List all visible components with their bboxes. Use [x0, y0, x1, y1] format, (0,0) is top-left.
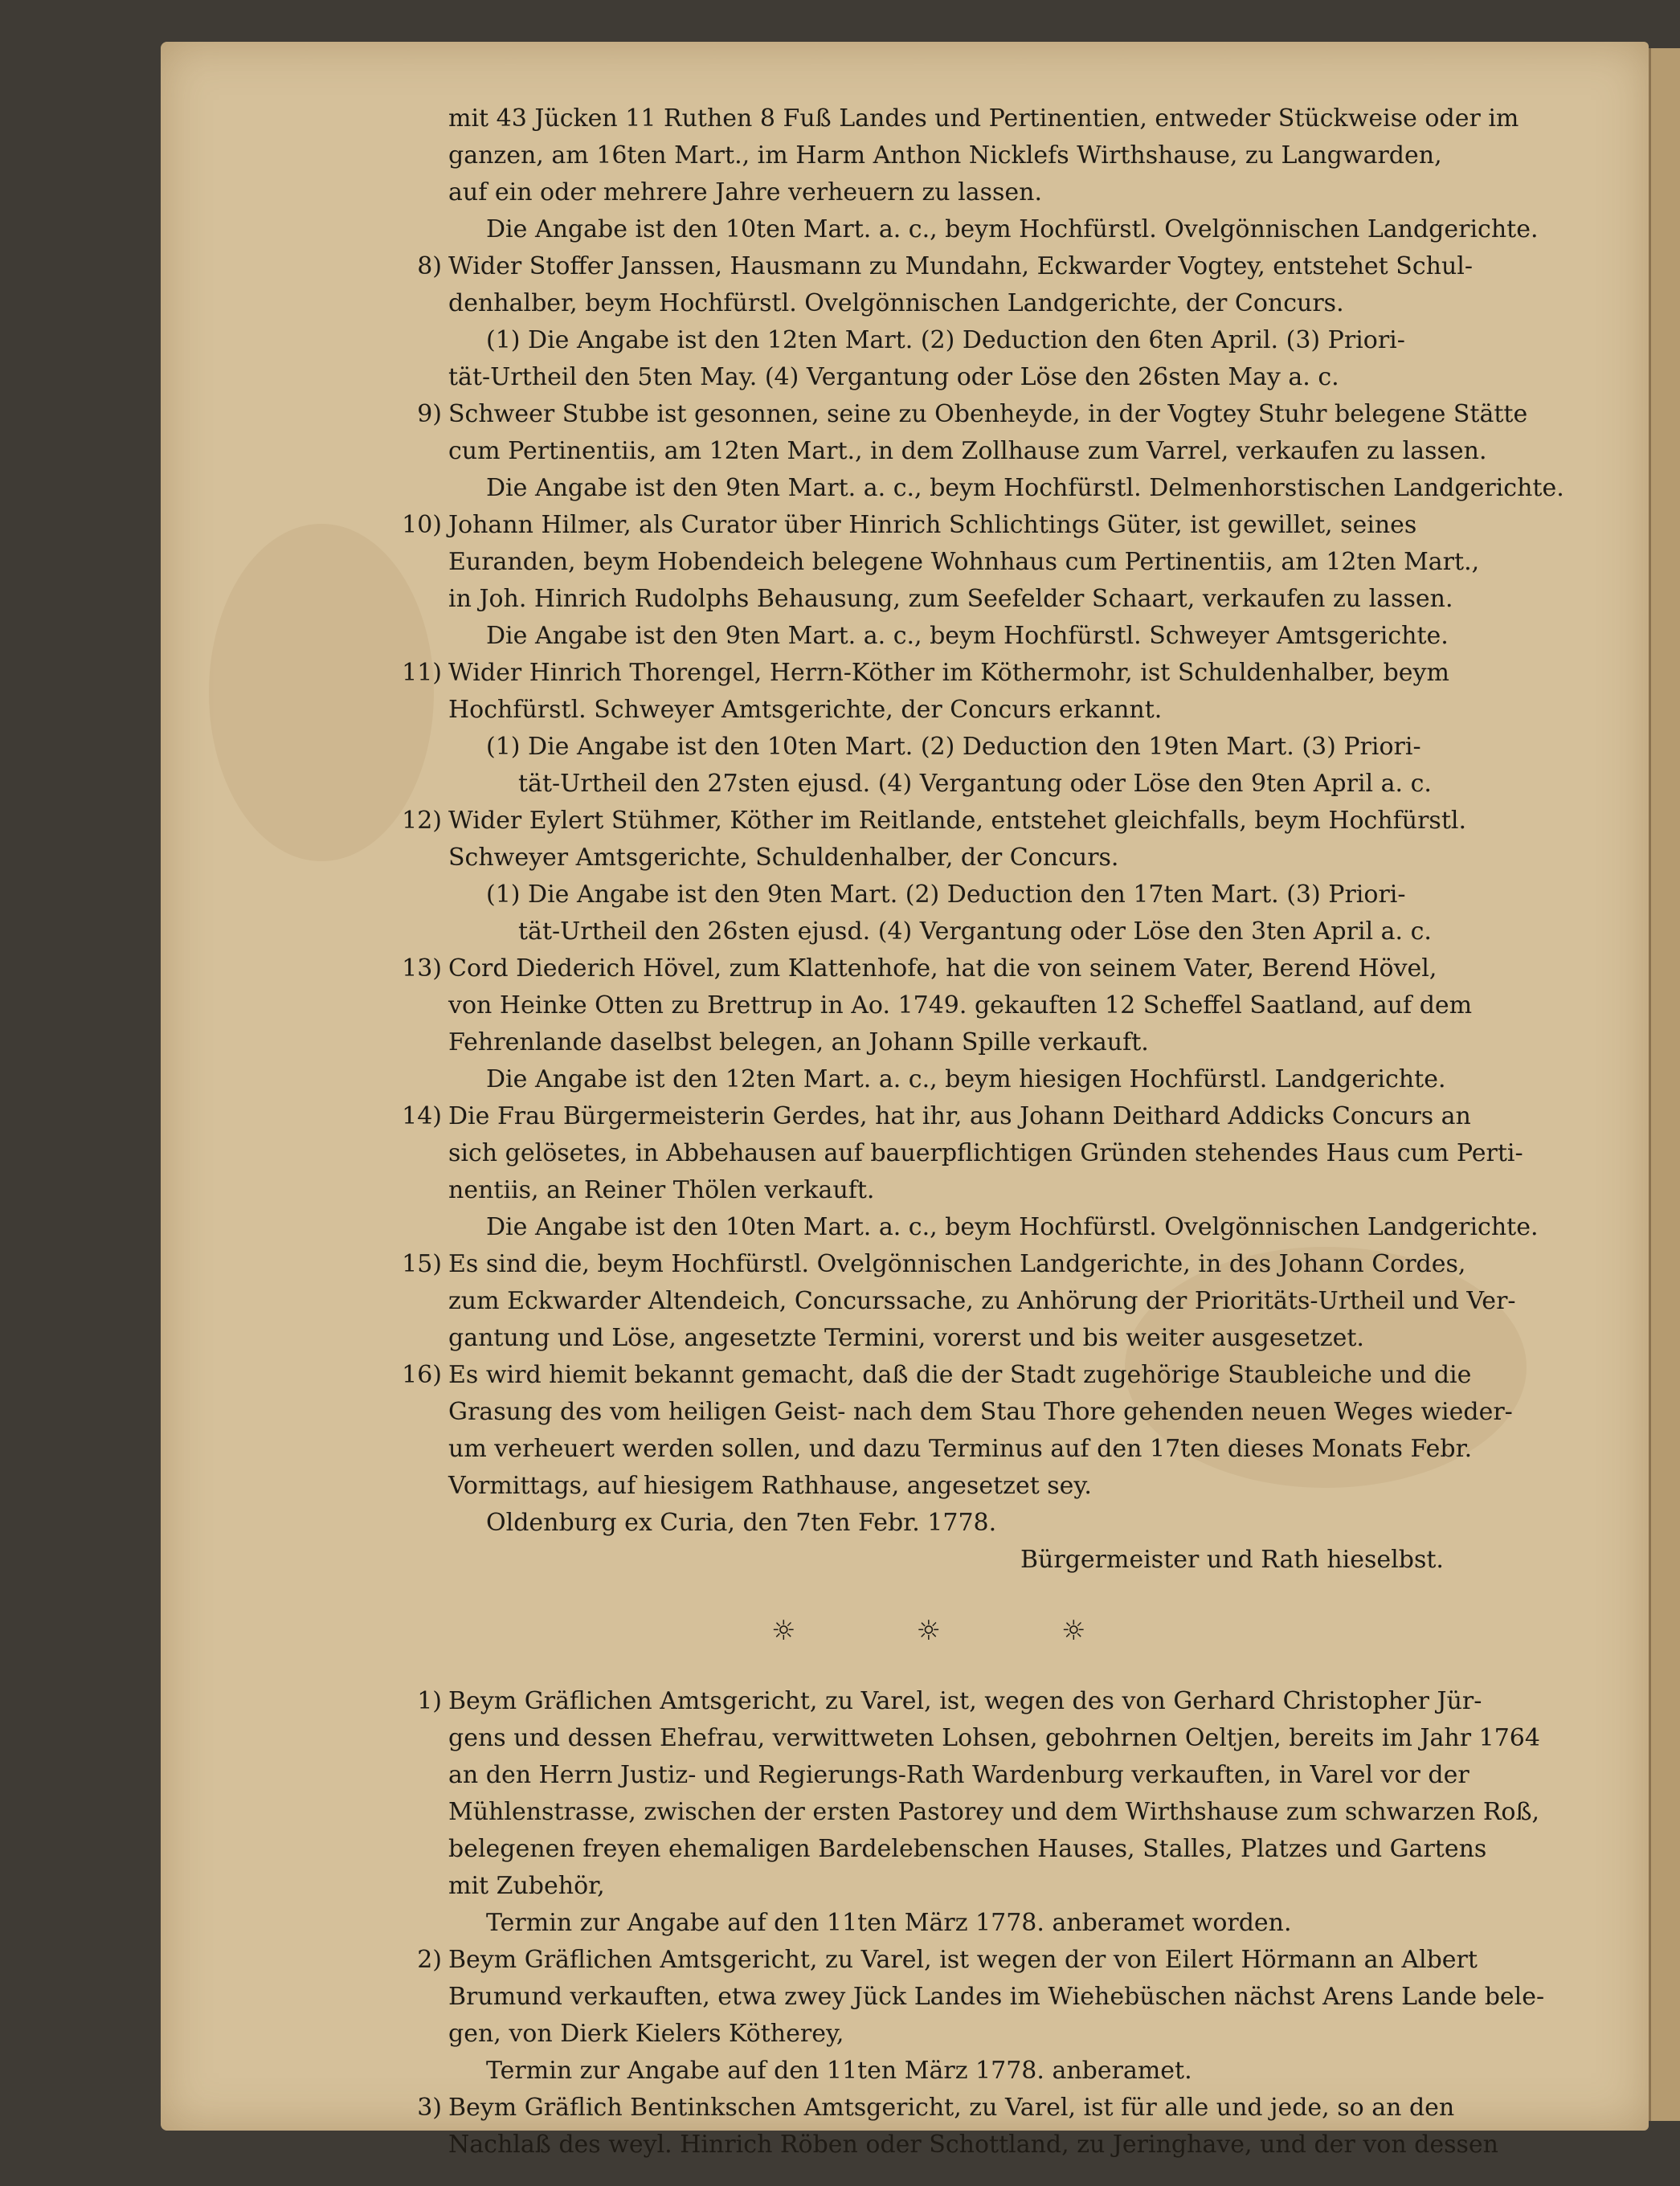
entry-number: 16) — [402, 1361, 442, 1389]
entry-number: 10) — [402, 511, 442, 539]
entry-number: 3) — [417, 2094, 442, 2122]
sun-ornament-icon: ☼ — [1061, 1615, 1086, 1647]
text-line: gens und dessen Ehefrau, verwittweten Lohsen, gebohrnen Oeltjen, bereits im Jahr 1764 — [448, 1724, 1540, 1752]
text-line: Oldenburg ex Curia, den 7ten Febr. 1778. — [486, 1509, 997, 1537]
text-line: tät-Urtheil den 27sten ejusd. (4) Vergantung oder Löse den 9ten April a. c. — [518, 770, 1432, 798]
text-line: tät-Urtheil den 26sten ejusd. (4) Vergantung oder Löse den 3ten April a. c. — [518, 917, 1432, 946]
entry-first-line — [378, 1357, 1575, 1394]
entry-text: Wider Eylert Stühmer, Köther im Reitlande, entstehet gleichfalls, beym Hochfürstl. — [448, 807, 1467, 835]
entry-first-line — [378, 396, 1575, 433]
text-line: Vormittags, auf hiesigem Rathhause, angesetzet sey. — [448, 1472, 1092, 1500]
text-line: Die Angabe ist den 10ten Mart. a. c., beym Hochfürstl. Ovelgönnischen Landgerichte. — [486, 215, 1539, 243]
text-line: nentiis, an Reiner Thölen verkauft. — [448, 1176, 875, 1204]
text-line: sich gelösetes, in Abbehausen auf bauerpflichtigen Gründen stehendes Haus cum Perti- — [448, 1139, 1523, 1167]
entry-first-line — [378, 248, 1575, 285]
entry-number: 13) — [402, 954, 442, 983]
text-line: um verheuert werden sollen, und dazu Terminus auf den 17ten dieses Monats Febr. — [448, 1435, 1473, 1463]
signature-line: Bürgermeister und Rath hieselbst. — [1020, 1546, 1444, 1574]
text-line: belegenen freyen ehemaligen Bardelebenschen Hauses, Stalles, Platzes und Gartens — [448, 1835, 1487, 1863]
text-line: ganzen, am 16ten Mart., im Harm Anthon Nicklefs Wirthshause, zu Langwarden, — [448, 141, 1442, 170]
text-line: (1) Die Angabe ist den 12ten Mart. (2) Deduction den 6ten April. (3) Priori- — [486, 326, 1405, 354]
entry-number: 8) — [417, 252, 442, 280]
entry-first-line — [378, 655, 1575, 692]
text-line: gen, von Dierk Kielers Kötherey, — [448, 2020, 844, 2048]
entry-number: 14) — [402, 1102, 442, 1130]
text-line: Grasung des vom heiligen Geist- nach dem Stau Thore gehenden neuen Weges wieder- — [448, 1398, 1513, 1426]
text-line: auf ein oder mehrere Jahre verheuern zu lassen. — [448, 178, 1042, 206]
entry-first-line — [378, 2090, 1575, 2127]
entry-first-line — [378, 1942, 1575, 1979]
sun-ornament-icon: ☼ — [916, 1615, 941, 1647]
text-line: Brumund verkauften, etwa zwey Jück Landes im Wiehebüschen nächst Arens Lande bele- — [448, 1983, 1545, 2011]
text-line: an den Herrn Justiz- und Regierungs-Rath Wardenburg verkauften, in Varel vor der — [448, 1761, 1469, 1789]
entry-text: Schweer Stubbe ist gesonnen, seine zu Obenheyde, in der Vogtey Stuhr belegene Stätte — [448, 400, 1528, 428]
entry-number: 12) — [402, 807, 442, 835]
entry-number: 1) — [417, 1687, 442, 1715]
text-line: zum Eckwarder Altendeich, Concurssache, zu Anhörung der Prioritäts-Urtheil und Ver- — [448, 1287, 1516, 1315]
entry-text: Wider Stoffer Janssen, Hausmann zu Mundahn, Eckwarder Vogtey, entstehet Schul- — [448, 252, 1473, 280]
entry-text: Die Frau Bürgermeisterin Gerdes, hat ihr, aus Johann Deithard Addicks Concurs an — [448, 1102, 1471, 1130]
entry-first-line — [378, 950, 1575, 987]
text-line: cum Pertinentiis, am 12ten Mart., in dem Zollhause zum Varrel, verkaufen zu lassen. — [448, 437, 1487, 465]
entry-text: Cord Diederich Hövel, zum Klattenhofe, hat die von seinem Vater, Berend Hövel, — [448, 954, 1437, 983]
text-line: denhalber, beym Hochfürstl. Ovelgönnischen Landgerichte, der Concurs. — [448, 289, 1344, 317]
text-line: gantung und Löse, angesetzte Termini, vorerst und bis weiter ausgesetzet. — [448, 1324, 1364, 1352]
text-line: mit 43 Jücken 11 Ruthen 8 Fuß Landes und Pertinentien, entweder Stückweise oder im — [448, 104, 1519, 133]
entry-first-line — [378, 507, 1575, 544]
next-page-edge — [1649, 48, 1680, 2121]
text-line: tät-Urtheil den 5ten May. (4) Vergantung oder Löse den 26sten May a. c. — [448, 363, 1339, 391]
text-line: von Heinke Otten zu Brettrup in Ao. 1749. gekauften 12 Scheffel Saatland, auf dem — [448, 991, 1473, 1019]
entry-text: Es wird hiemit bekannt gemacht, daß die der Stadt zugehörige Staubleiche und die — [448, 1361, 1472, 1389]
sun-ornament-icon: ☼ — [771, 1615, 796, 1647]
entry-first-line — [378, 803, 1575, 840]
text-line: in Joh. Hinrich Rudolphs Behausung, zum Seefelder Schaart, verkaufen zu lassen. — [448, 585, 1453, 613]
entry-text: Es sind die, beym Hochfürstl. Ovelgönnischen Landgerichte, in des Johann Cordes, — [448, 1250, 1466, 1278]
text-line: Termin zur Angabe auf den 11ten März 1778. anberamet. — [486, 2057, 1192, 2085]
text-line: Die Angabe ist den 10ten Mart. a. c., beym Hochfürstl. Ovelgönnischen Landgerichte. — [486, 1213, 1539, 1241]
entry-number: 2) — [417, 1946, 442, 1974]
text-line: Fehrenlande daselbst belegen, an Johann Spille verkauft. — [448, 1028, 1149, 1056]
entry-text: Beym Gräflich Bentinkschen Amtsgericht, zu Varel, ist für alle und jede, so an den — [448, 2094, 1455, 2122]
text-line: Die Angabe ist den 12ten Mart. a. c., beym hiesigen Hochfürstl. Landgerichte. — [486, 1065, 1446, 1093]
text-line: Mühlenstrasse, zwischen der ersten Pastorey und dem Wirthshause zum schwarzen Roß, — [448, 1798, 1540, 1826]
entry-number: 9) — [417, 400, 442, 428]
text-line: Hochfürstl. Schweyer Amtsgerichte, der Concurs erkannt. — [448, 696, 1163, 724]
entry-text: Beym Gräflichen Amtsgericht, zu Varel, ist, wegen des von Gerhard Christopher Jür- — [448, 1687, 1482, 1715]
text-line: Die Angabe ist den 9ten Mart. a. c., beym Hochfürstl. Schweyer Amtsgerichte. — [486, 622, 1449, 650]
text-line: (1) Die Angabe ist den 9ten Mart. (2) Deduction den 17ten Mart. (3) Priori- — [486, 881, 1406, 909]
entry-text: Beym Gräflichen Amtsgericht, zu Varel, ist wegen der von Eilert Hörmann an Albert — [448, 1946, 1478, 1974]
entry-first-line — [378, 1683, 1575, 1720]
entry-first-line — [378, 1098, 1575, 1135]
text-line: Termin zur Angabe auf den 11ten März 1778. anberamet worden. — [486, 1909, 1292, 1937]
entry-number: 11) — [402, 659, 442, 687]
text-line: mit Zubehör, — [448, 1872, 605, 1900]
entry-first-line — [378, 1246, 1575, 1283]
document-text — [378, 100, 1575, 2164]
entry-number: 15) — [402, 1250, 442, 1278]
section-divider — [378, 1579, 1575, 1683]
entry-text: Wider Hinrich Thorengel, Herrn-Köther im Köthermohr, ist Schuldenhalber, beym — [448, 659, 1449, 687]
text-line: Die Angabe ist den 9ten Mart. a. c., beym Hochfürstl. Delmenhorstischen Landgerichte. — [486, 474, 1564, 502]
text-line: Nachlaß des weyl. Hinrich Röben oder Schottland, zu Jeringhave, und der von dessen — [448, 2131, 1499, 2159]
text-line: Schweyer Amtsgerichte, Schuldenhalber, der Concurs. — [448, 844, 1119, 872]
text-line: (1) Die Angabe ist den 10ten Mart. (2) Deduction den 19ten Mart. (3) Priori- — [486, 733, 1421, 761]
entry-text: Johann Hilmer, als Curator über Hinrich Schlichtings Güter, ist gewillet, seines — [448, 511, 1417, 539]
text-line: Euranden, beym Hobendeich belegene Wohnhaus cum Pertinentiis, am 12ten Mart., — [448, 548, 1480, 576]
